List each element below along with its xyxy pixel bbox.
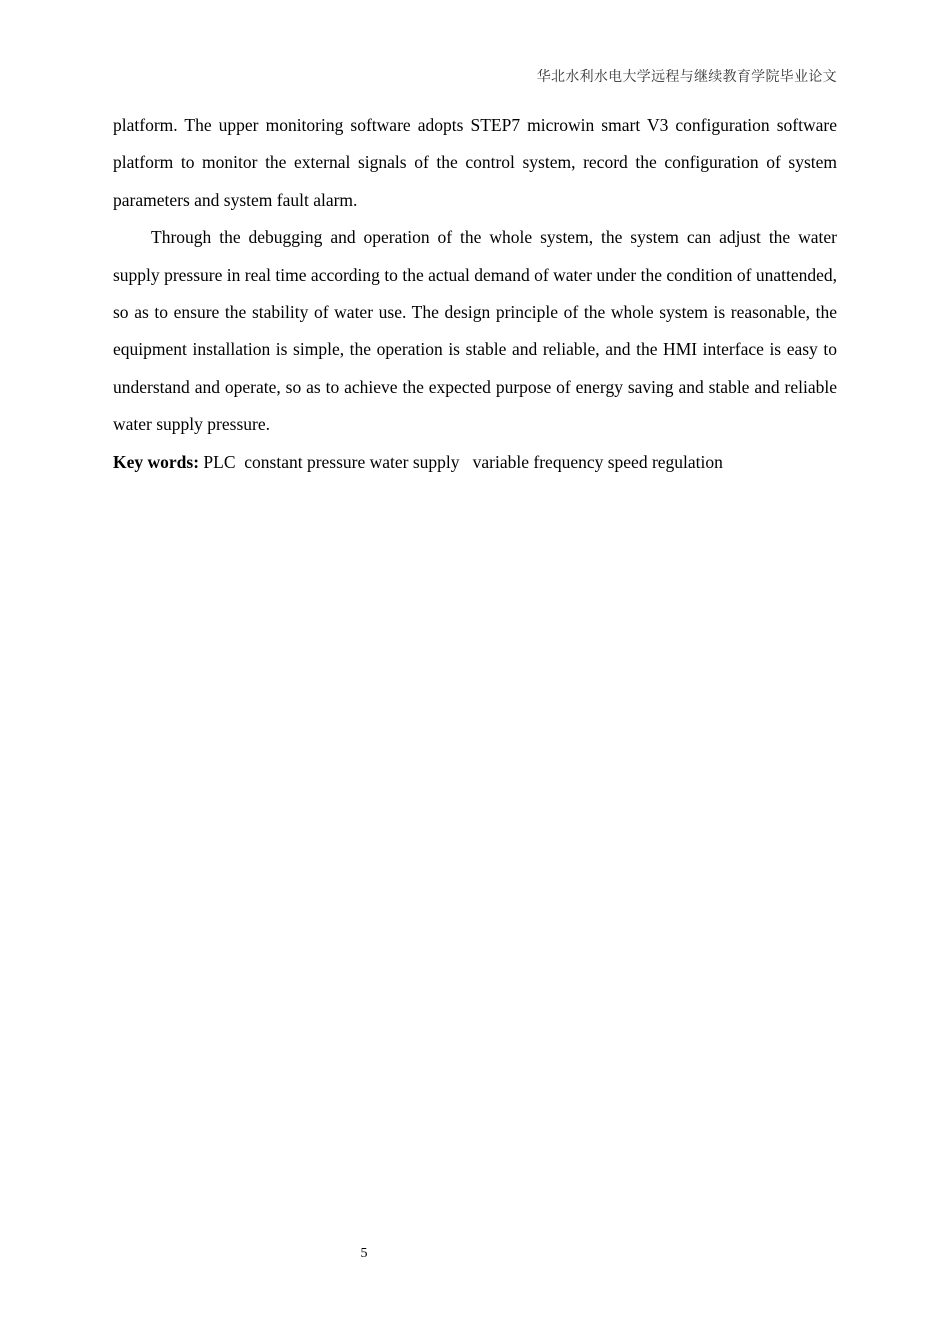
paragraph-continued: platform. The upper monitoring software adopts STEP7 microwin smart V3 configuration software platform to monitor the external signals of the control system, record the configuration of system parameters and system fault alarm. [113, 115, 837, 210]
paragraph: Through the debugging and operation of the whole system, the system can adjust the water supply pressure in real time according to the actual demand of water under the condition of unattended, so as to ensure the stability of water use. The design principle of the whole system is reasonable, the equipment installation is simple, the operation is stable and reliable, and the HMI interface is easy to understand and operate, so as to achieve the expected purpose of energy saving and stable and reliable water supply pressure. [113, 227, 837, 435]
keywords-label: Key words: [113, 451, 200, 472]
running-header: 华北水利水电大学远程与继续教育学院毕业论文 [536, 70, 837, 85]
keywords-text: PLC constant pressure water supply variable frequency speed regulation [199, 451, 723, 472]
abstract-body [113, 107, 837, 481]
page-number: 5 [360, 1246, 368, 1261]
keywords-line [113, 444, 837, 481]
